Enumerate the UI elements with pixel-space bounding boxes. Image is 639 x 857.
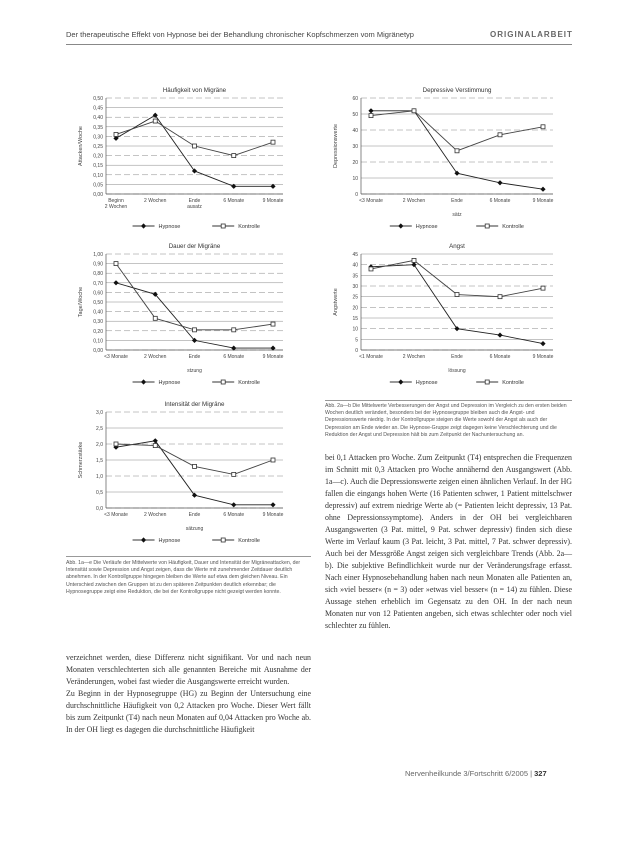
y-axis-label: Angstwerte — [333, 288, 339, 316]
data-point-hypnose — [454, 171, 459, 176]
running-title: Der therapeutische Effekt von Hypnose bei der Behandlung chronischer Kopfschmerzen vom Migränetyp — [66, 30, 414, 39]
chart-title: Dauer der Migräne — [168, 243, 221, 250]
data-point-kontrolle — [455, 149, 459, 153]
figure-caption-right: Abb. 2a—b Die Mittelwerte Verbesserungen der Angst und Depression im Vergleich zu den ersten beiden Wochen deutlich verändert, besonders bei der Hypnosegruppe bleiben auch die Angst- und Depressionswerte niedrig. In der Kontrollgruppe steigen die Werte sowohl der Angst als auch der Depression am Ende wieder an. Die Hypnose-Gruppe zeigt dagegen keine Verschlechterung und die Reduktion der Angst und Depression hält bis zum Zeitpunkt der Nachuntersuchung an. — [325, 403, 567, 438]
chart-svg-haeufigkeit — [70, 86, 295, 236]
series-line-kontrolle — [116, 264, 273, 330]
y-tick-label: 60 — [352, 96, 358, 102]
legend-label: Hypnose — [158, 224, 181, 230]
data-point-kontrolle — [232, 154, 236, 158]
x-tick-label: 2 Wochen — [144, 512, 167, 518]
y-tick-label: 0,30 — [93, 134, 103, 141]
chart-svg-depressive — [325, 86, 565, 236]
data-point-kontrolle — [114, 132, 118, 136]
legend-marker — [398, 379, 403, 384]
y-tick-label: 0,10 — [93, 338, 103, 345]
x-tick-label: 2 Wochen — [144, 198, 167, 204]
chart-title: Angst — [449, 243, 465, 250]
chart-dauer — [70, 242, 295, 392]
data-point-kontrolle — [232, 328, 236, 332]
y-axis-label: Tage/Woche — [78, 286, 84, 318]
series-line-hypnose — [116, 115, 273, 186]
y-tick-label: 0,25 — [93, 144, 103, 150]
y-tick-label: 0,20 — [93, 328, 103, 335]
x-tick-label: Beginn — [108, 198, 124, 204]
y-tick-label: 25 — [352, 294, 358, 301]
y-tick-label: 40 — [352, 128, 358, 134]
y-tick-label: 1,5 — [96, 458, 103, 464]
y-tick-label: 0,00 — [93, 192, 103, 198]
y-tick-label: 40 — [352, 262, 358, 269]
legend-label: Hypnose — [158, 538, 181, 544]
data-point-kontrolle — [412, 258, 416, 262]
legend-marker — [485, 380, 489, 384]
data-point-kontrolle — [369, 267, 373, 271]
x-tick-label: <3 Monate — [359, 198, 383, 204]
x-axis-label: lössung — [448, 368, 466, 374]
footer-journal: Nervenheilkunde 3/Fortschritt 6/2005 — [405, 769, 528, 778]
x-tick-label: Ende — [188, 512, 201, 518]
header-rule — [66, 44, 572, 45]
y-tick-label: 0,5 — [96, 490, 103, 496]
legend-label: Hypnose — [415, 380, 438, 386]
data-point-hypnose — [540, 187, 545, 192]
footer: Nervenheilkunde 3/Fortschritt 6/2005 | 327 — [405, 769, 547, 778]
legend-label: Kontrolle — [502, 224, 524, 230]
y-tick-label: 0,50 — [93, 96, 103, 102]
y-tick-label: 35 — [352, 273, 358, 280]
y-tick-label: 10 — [352, 176, 358, 182]
y-tick-label: 0,40 — [93, 115, 103, 122]
chart-svg-angst — [325, 242, 565, 392]
data-point-kontrolle — [271, 322, 275, 326]
y-tick-label: 0,05 — [93, 182, 103, 189]
x-tick-label: 2 Wochen — [402, 354, 426, 360]
y-tick-label: 2,0 — [96, 442, 103, 448]
chart-haeufigkeit — [70, 86, 295, 236]
x-tick-label: 9 Monate — [262, 354, 284, 360]
legend-label: Hypnose — [415, 224, 438, 230]
x-axis-label: sätzung — [185, 526, 204, 532]
y-tick-label: 30 — [352, 284, 358, 290]
figure-caption-left: Abb. 1a—e Die Verläufe der Mittelwerte von Häufigkeit, Dauer und Intensität der Migräneattacken, der Intensität sowie Depression und Angst zeigen, dass die Werte mit zunehmender Zeitdauer deutlich abnehmen. In der Kontrollgruppe hingegen bleiben die Werte auf etwa dem gleichen Niveau. Ein Unterschied zwischen den Gruppen ist zu den späteren Zeitpunkten deutlich erkennbar; die Hypnosegruppe zeigt eine Reduktion, die bei der Kontrollgruppe nicht gezeigt werden konnte. — [66, 560, 301, 595]
y-axis-label: Depressionswerte — [333, 123, 339, 169]
y-tick-label: 50 — [352, 112, 358, 118]
data-point-kontrolle — [541, 286, 545, 290]
y-tick-label: 10 — [352, 326, 358, 333]
y-tick-label: 3,0 — [96, 410, 103, 416]
legend-marker — [485, 224, 489, 228]
x-tick-label: ausatz — [187, 204, 202, 210]
data-point-hypnose — [368, 108, 373, 113]
x-tick-label: 9 Monate — [532, 354, 554, 360]
x-tick-label: 6 Monate — [489, 198, 511, 204]
body-left-para-1: verzeichnet werden, diese Differenz nicht signifikant. Vor und nach neun Monaten verschlechterten sich alle genannten Bereiche mit Ausnahme der Veränderungen, wobei fast wieder die Ausgangswerte erreicht wurden. — [66, 653, 311, 686]
data-point-kontrolle — [541, 125, 545, 129]
page-number: 327 — [534, 769, 547, 778]
x-tick-label: 2 Wochen — [144, 354, 167, 360]
data-point-kontrolle — [369, 114, 373, 118]
y-axis-label: Schmerzstärke — [78, 441, 84, 479]
x-tick-label: 9 Monate — [262, 512, 284, 518]
chart-intensitaet — [70, 400, 295, 550]
y-tick-label: 20 — [352, 305, 358, 312]
x-tick-label: <3 Monate — [104, 354, 128, 360]
body-left-para-2: Zu Beginn in der Hypnosegruppe (HG) zu Beginn der Untersuchung eine durchschnittliche Häufigkeit von 0,2 Attacken pro Woche. Dieser Wert fällt bis zum Zeitpunkt (T4) nach neun Monaten auf 0,04 Attacken pro Woche ab. In der OH liegt es dagegen die durchschnittliche Häufigkeit — [66, 689, 311, 734]
x-tick-label: 9 Monate — [532, 198, 554, 204]
chart-title: Häufigkeit von Migräne — [162, 87, 227, 94]
legend-label: Kontrolle — [238, 538, 260, 544]
series-line-hypnose — [371, 265, 543, 344]
y-tick-label: 0,10 — [93, 172, 103, 179]
data-point-kontrolle — [455, 293, 459, 297]
data-point-kontrolle — [193, 328, 197, 332]
data-point-kontrolle — [193, 144, 197, 148]
x-tick-label: Ende — [451, 354, 463, 360]
y-tick-label: 5 — [355, 337, 358, 344]
y-tick-label: 0,70 — [93, 280, 103, 287]
x-tick-label: 2 Wochen — [104, 204, 128, 210]
legend-label: Kontrolle — [238, 380, 260, 386]
caption-rule-left — [66, 556, 311, 557]
legend-marker — [398, 223, 403, 228]
x-tick-label: <1 Monate — [359, 354, 383, 360]
series-line-kontrolle — [116, 121, 273, 156]
data-point-kontrolle — [153, 119, 157, 123]
data-point-kontrolle — [114, 442, 118, 446]
body-right — [325, 452, 572, 632]
y-tick-label: 0,35 — [93, 124, 103, 131]
data-point-kontrolle — [114, 262, 118, 266]
caption-rule-right — [325, 400, 572, 401]
x-tick-label: 9 Monate — [262, 198, 284, 204]
y-tick-label: 0,80 — [93, 271, 103, 278]
y-tick-label: 0,40 — [93, 309, 103, 316]
data-point-kontrolle — [412, 109, 416, 113]
y-tick-label: 0,50 — [93, 300, 103, 306]
x-tick-label: Ende — [188, 354, 201, 360]
section-label: ORIGINALARBEIT — [490, 30, 573, 39]
y-tick-label: 0,00 — [93, 348, 103, 354]
y-tick-label: 0,0 — [96, 506, 103, 512]
y-tick-label: 1,00 — [93, 252, 103, 258]
y-tick-label: 0,30 — [93, 319, 103, 326]
series-line-kontrolle — [371, 111, 543, 151]
y-tick-label: 0,90 — [93, 261, 103, 268]
legend-marker — [141, 379, 146, 384]
chart-depressive — [325, 86, 565, 236]
data-point-kontrolle — [193, 464, 197, 468]
x-tick-label: 6 Monate — [223, 354, 245, 360]
x-tick-label: <3 Monate — [104, 512, 128, 518]
y-tick-label: 45 — [352, 252, 358, 258]
y-tick-label: 15 — [352, 316, 358, 322]
data-point-hypnose — [497, 332, 502, 337]
legend-marker — [221, 224, 225, 228]
legend-marker — [141, 223, 146, 228]
body-left — [66, 652, 311, 736]
y-tick-label: 20 — [352, 160, 358, 166]
x-tick-label: 6 Monate — [489, 354, 511, 360]
data-point-kontrolle — [271, 140, 275, 144]
y-tick-label: 0,45 — [93, 105, 103, 112]
legend-marker — [221, 538, 225, 542]
chart-svg-dauer — [70, 242, 295, 392]
y-axis-label: Attacken/Woche — [78, 126, 84, 166]
data-point-kontrolle — [498, 133, 502, 137]
data-point-hypnose — [497, 180, 502, 185]
x-axis-label: stzung — [187, 368, 202, 374]
data-point-hypnose — [231, 502, 236, 507]
chart-title: Intensität der Migräne — [164, 401, 225, 408]
data-point-kontrolle — [153, 316, 157, 320]
y-tick-label: 0 — [355, 192, 358, 198]
y-tick-label: 30 — [352, 144, 358, 150]
y-tick-label: 1,0 — [96, 474, 103, 480]
y-tick-label: 0,15 — [93, 163, 103, 170]
chart-svg-intensitaet — [70, 400, 295, 550]
data-point-kontrolle — [498, 295, 502, 299]
data-point-hypnose — [411, 262, 416, 267]
data-point-kontrolle — [153, 444, 157, 448]
data-point-hypnose — [540, 341, 545, 346]
data-point-kontrolle — [232, 472, 236, 476]
x-tick-label: 6 Monate — [223, 198, 245, 204]
x-tick-label: Ende — [188, 198, 201, 204]
data-point-hypnose — [113, 280, 118, 285]
legend-marker — [221, 380, 225, 384]
legend-marker — [141, 537, 146, 542]
x-tick-label: 6 Monate — [223, 512, 245, 518]
legend-label: Kontrolle — [238, 224, 260, 230]
y-tick-label: 0,20 — [93, 153, 103, 160]
y-tick-label: 2,5 — [96, 426, 103, 432]
y-tick-label: 0,60 — [93, 290, 103, 297]
data-point-hypnose — [454, 326, 459, 331]
legend-label: Hypnose — [158, 380, 181, 386]
legend-label: Kontrolle — [502, 380, 524, 386]
data-point-hypnose — [270, 502, 275, 507]
chart-angst — [325, 242, 565, 392]
y-tick-label: 0 — [355, 348, 358, 354]
x-axis-label: sätz — [452, 212, 462, 218]
chart-title: Depressive Verstimmung — [422, 87, 492, 94]
x-tick-label: Ende — [451, 198, 463, 204]
series-line-kontrolle — [116, 444, 273, 474]
data-point-kontrolle — [271, 458, 275, 462]
body-right-para-1: bei 0,1 Attacken pro Woche. Zum Zeitpunkt (T4) entsprechen die Frequenzen im Schnitt mit 0,3 Attacken pro Woche annähernd den Ausgangswert (Abb. 1a—c). Auch die Depressionswerte zeigen einen ähnlichen Verlauf. In der HG fallen die eingangs hohen Werte (16 Patienten schwer, 1 Patient mittelschwer depressiv) auf extrem niedrige Werte ab (= Patienten leicht depressiv, 13 Pat. ohne Depressionssymptome). Anders in der OH bei vergleichbaren Ausgangswerten (3 Pat. mittel, 9 Pat. schwer depressiv) finden sich diese Werte im Verlauf kaum (3 Pat. leicht, 3 Pat. mittel, 7 Pat. schwer depressiv). Auch bei der Messgröße Angst zeigen sich vergleichbare Trends (Abb. 2a—b). Die subjektive Befindlichkeit wurde nur der Veränderungsfrage erfasst. Nach einer Hypnosebehandlung haben nach neun Monaten alle Patienten an, sich »viel besser« (n = 3) oder »etwas viel besser« (n = 14) zu fühlen. Diese Aussage stehen erheblich im Gegensatz zu den OH. In der nach neun Monaten nur von 12 Patienten angeben, sich etwas schlechter oder noch viel schlechter zu fühlen. — [325, 453, 573, 630]
x-tick-label: 2 Wochen — [402, 198, 426, 204]
